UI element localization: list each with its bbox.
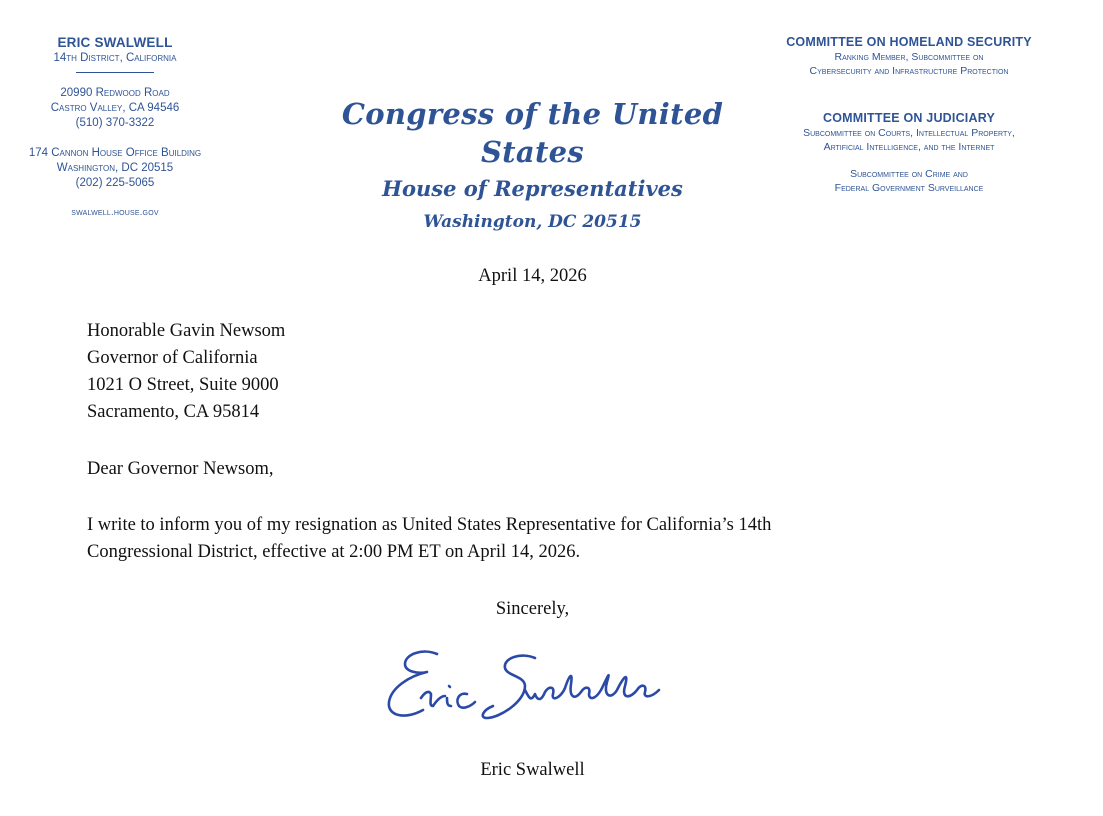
committee2-sub1-line2: Artificial Intelligence, and the Internet (823, 141, 995, 153)
committee2-sub1-line1: Subcommittee on Courts, Intellectual Property, (803, 127, 1015, 139)
member-name: ERIC SWALWELL (57, 35, 173, 50)
recipient-address (87, 318, 285, 426)
district-office-street: 20990 Redwood Road (60, 87, 170, 99)
committee1-role-line1: Ranking Member, Subcommittee on (834, 51, 984, 63)
committee2-sub2-line2: Federal Government Surveillance (834, 182, 984, 194)
recipient-title: Governor of California (87, 348, 258, 368)
letter-date: April 14, 2026 (478, 266, 587, 286)
letterhead-center (300, 95, 765, 235)
member-district: 14th District, California (53, 52, 177, 64)
body-line-1: I write to inform you of my resignation as United States Representative for California’s 14th (87, 515, 772, 535)
committee2-sub2-line1: Subcommittee on Crime and (850, 168, 968, 180)
body-paragraph (87, 512, 907, 566)
recipient-name: Honorable Gavin Newsom (87, 321, 286, 341)
signature-image (375, 640, 695, 730)
committee-homeland-security: COMMITTEE ON HOMELAND SECURITY (786, 35, 1032, 49)
closing: Sincerely, (495, 599, 570, 619)
district-office-phone: (510) 370-3322 (75, 117, 155, 129)
website-link[interactable]: swalwell.house.gov (71, 207, 159, 218)
dc-office-street: 174 Cannon House Office Building (28, 147, 202, 159)
committee-judiciary: COMMITTEE ON JUDICIARY (823, 111, 995, 125)
letterhead-divider (76, 72, 154, 73)
salutation: Dear Governor Newsom, (87, 459, 274, 479)
letterhead-right (760, 35, 1058, 195)
congress-title: Congress of the United States (341, 97, 724, 169)
recipient-city: Sacramento, CA 95814 (87, 402, 260, 422)
house-location: Washington, DC 20515 (423, 212, 642, 232)
recipient-street: 1021 O Street, Suite 9000 (87, 375, 279, 395)
house-title: House of Representatives (382, 176, 683, 201)
letterhead-left (10, 35, 220, 219)
dc-office-phone: (202) 225-5065 (75, 177, 155, 189)
committee1-role-line2: Cybersecurity and Infrastructure Protection (809, 65, 1009, 77)
body-line-2: Congressional District, effective at 2:00 PM ET on April 14, 2026. (87, 542, 581, 562)
signer-name: Eric Swalwell (480, 760, 585, 780)
dc-office-city: Washington, DC 20515 (56, 162, 174, 174)
district-office-city: Castro Valley, CA 94546 (50, 102, 180, 114)
